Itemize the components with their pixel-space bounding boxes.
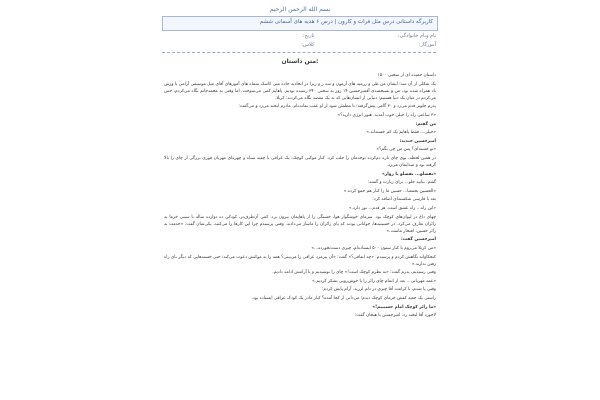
- story-paragraph: «تو خسته‌ای؟ پس من چی بگم؟»: [376, 147, 436, 153]
- worksheet-title: کاربرگه داستانی درس مثل فرات و کارون | درس ۶ هدیه های آسمانی ششم: [259, 19, 433, 25]
- story-paragraph: وقتی پا شدم، با کرامت آقا چیزی در دلم لرزید. آرام پایش کردم:: [321, 287, 436, 293]
- story-paragraph: من گفتم:: [415, 121, 436, 127]
- story-paragraph: گفتم: بیایید جلو... برای زیارت و گفتند:: [367, 180, 436, 186]
- story-paragraph: داستان حمیده ای از سختی ۱۵۰۰: [377, 73, 436, 78]
- story-paragraph: «عمه مهربانی... بعد از اتمام چای زائر را با خوش‌رویی تشکر کردیم.»: [312, 278, 436, 284]
- worksheet-header: [162, 16, 438, 31]
- story-paragraph: چهای داغ در لیوان‌های کوچک بود. سرمای خوشگوار هوا، خستگی را از پاهایمان بیرون برد. کمی آن‌طرف‌تر، کودکی ده دوازده ساله با سینی خرما به زائران تعارف می‌کرد. در حسینیه‌ها، جوانانی بودند که پای زائران را ماساژ می‌دادند. وقتی پرسیدم چرا این کارها را می‌کنند، یکی‌شان گفت: «خدمت به زائر حسین، افتخار ماست.»: [164, 214, 436, 234]
- story-paragraph: «خیلی... فقط پاهایم یک کم خسته‌اند.»: [366, 130, 436, 136]
- story-paragraph: کنجکاوانه نگاهش کردم و پرسیدم: «چه اتفاقی؟» گفت: «آن پیرمرد عراقی را می‌بینی؟ همه را به موکبش دعوت می‌کند؛ حتی خسته‌هایی که دیگر نای راه رفتن ندارند.»: [164, 254, 436, 267]
- class-label: کلاس:: [301, 42, 315, 48]
- story-section-title: متن داستان:: [281, 58, 319, 65]
- story-paragraph: بعد با فارسی شکسته‌ای اضافه کرد:: [372, 197, 436, 203]
- story-paragraph: «الحسین یجمعنا... حسین ما را کنار هم جمع کرده.»: [343, 188, 436, 194]
- story-paragraph: «این راه... راه عشق است. هر قدم... نور دارد.»: [349, 206, 436, 211]
- section-divider: [162, 52, 436, 53]
- story-paragraph: راستی یک جعبه کفش خرمای کوچک دیدم؛ می‌دانی از کجا آمده؟ کنار مادر یک کودک عراقی ایستاده بود.: [251, 296, 436, 302]
- date-label: تاریخ:: [302, 33, 315, 39]
- story-paragraph: «۳ ساعتی راه را خیلی خوب آمدید. هنوز انرژی دارید؟»: [337, 112, 436, 118]
- bismillah-heading: بسم الله الرحمن الرحیم: [269, 6, 331, 13]
- story-paragraph: یک شکلی از آن سه؛ ایشان من طی و رزمیه های آزمون و سه ز و زیرا در اتحادیه جاده منی کاسک سماه های آموزهای آقای مثل موسیقی آرامی با وزش باد همراه شده بود، من و بسیجمندی آقمیرحسین ۱۴ روز به سختی ۳۴۰ رسیده بودیم. پاهایم کمی می‌سوخت، اما وقتی به محمدجانم نگاه می‌کردم، حس می‌کردم در میان یک دنیا هستیم؛ دنیایی از انسان‌هایی که به یک مقصد نگاه می‌کردند: کربلا.: [164, 81, 436, 101]
- story-paragraph: لاجورد آقا لبخند زد، امیرحسین با هیجان گفت:: [354, 313, 436, 319]
- story-text: [164, 72, 436, 321]
- story-paragraph: پدرم جلوتر قدم می‌زد و ۳۰ گامی پیش‌گرفته؛ تا مطمئن شود از او عقب نمانده‌ام. مادرم لبخند می‌زد و می‌گفت:: [238, 104, 436, 110]
- teacher-label: آموزگار:: [418, 42, 436, 48]
- story-paragraph: «تفضلو... تفضلو یا زوار»: [381, 171, 436, 177]
- story-paragraph: «ما زائر کوچک امام حسینیم!»: [372, 304, 436, 310]
- story-paragraph: امیرحسین خندید:: [399, 138, 436, 144]
- name-label: نام ونام خانوادگی:: [397, 33, 436, 39]
- story-paragraph: وقتی رسیدیم، پدرم گفت: «به نظرم کوچک است!» چای را نوشیدیم و با آرامش ادامه دادیم.: [272, 270, 436, 276]
- student-info-row: [166, 33, 436, 39]
- story-paragraph: «من کربلا می‌روم تا کنار ستون ۵۰۰ ایستاده‌ام، چیزی دست‌نخورده...»: [311, 245, 436, 251]
- story-paragraph: در همین لحظه، بوی چای تازه دم‌کرده توجه‌مان را جلب کرد. کنار موکبی کوچک، یک عراقی با چفیه سیاه و چهره‌ای مهربان قوری بزرگی از چای را بالا گرفته بود و صدایمان می‌زد.: [164, 155, 436, 169]
- story-paragraph: امیرحسین گفت:: [400, 237, 436, 243]
- class-info-row: [166, 42, 436, 48]
- worksheet-page: [160, 0, 440, 400]
